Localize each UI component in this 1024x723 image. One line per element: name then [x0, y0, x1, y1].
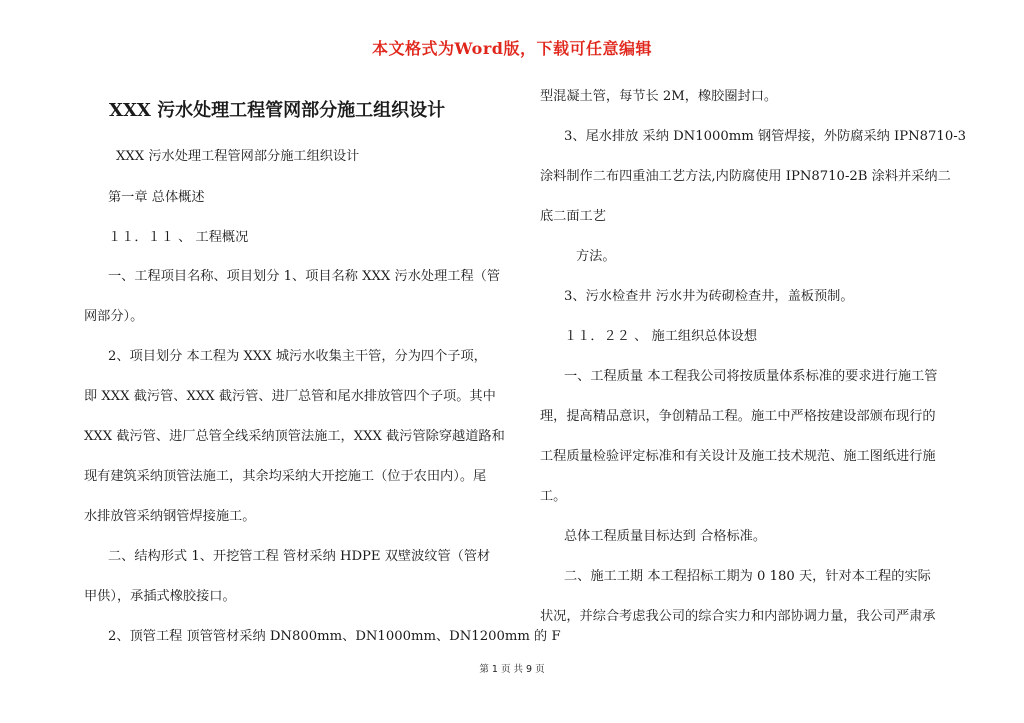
body-line: 总体工程质量目标达到 合格标准。 [564, 529, 767, 544]
body-line: 工。 [540, 489, 567, 504]
page-footer: 第 1 页 共 9 页 [479, 664, 545, 675]
body-line: XXX 截污管、进厂总管全线采纳顶管法施工，XXX 截污管除穿越道路和 [84, 429, 505, 444]
body-line: 水排放管采纳钢管焊接施工。 [84, 509, 256, 524]
body-line: 即 XXX 截污管、XXX 截污管、进厂总管和尾水排放管四个子项。其中 [84, 389, 496, 404]
section-heading: １１．２２ 、 施工组织总体设想 [564, 329, 758, 344]
body-line: 二、施工工期 本工程招标工期为 0 180 天，针对本工程的实际 [564, 569, 931, 584]
body-line: 底二面工艺 [540, 209, 606, 224]
body-line: 二、结构形式 1、开挖管工程 管材采纳 HDPE 双壁波纹管（管材 [108, 549, 491, 564]
body-line: 甲供），承插式橡胶接口。 [84, 589, 236, 604]
body-line: 型混凝土管，每节长 2M，橡胶圈封口。 [540, 89, 778, 104]
document-title: XXX 污水处理工程管网部分施工组织设计 [109, 100, 446, 121]
body-line: 一、工程项目名称、项目划分 1、项目名称 XXX 污水处理工程（管 [108, 269, 501, 284]
body-line: 2、顶管工程 顶管管材采纳 DN800mm、DN1000mm、DN1200mm 的 F [108, 629, 561, 644]
body-line: 现有建筑采纳顶管法施工，其余均采纳大开挖施工（位于农田内）。尾 [84, 469, 487, 484]
body-line: 状况，并综合考虑我公司的综合实力和内部协调力量，我公司严肃承 [540, 609, 936, 624]
body-line: 工程质量检验评定标准和有关设计及施工技术规范、施工图纸进行施 [540, 449, 936, 464]
body-line: 一、工程质量 本工程我公司将按质量体系标准的要求进行施工管 [564, 369, 938, 384]
chapter-heading: 第一章 总体概述 [108, 190, 205, 205]
body-line: 方法。 [576, 249, 616, 264]
subtitle-line: XXX 污水处理工程管网部分施工组织设计 [116, 149, 360, 164]
body-line: 2、项目划分 本工程为 XXX 城污水收集主干管，分为四个子项， [108, 349, 487, 364]
body-line: 理，提高精品意识，争创精品工程。施工中严格按建设部颁布现行的 [540, 409, 936, 424]
body-line: 3、污水检查井 污水井为砖砌检查井，盖板预制。 [564, 289, 854, 304]
body-line: 涂料制作二布四重油工艺方法,内防腐使用 IPN8710-2B 涂料并采纳二 [540, 169, 951, 184]
body-line: 网部分）。 [84, 309, 144, 324]
body-line: 3、尾水排放 采纳 DN1000mm 钢管焊接，外防腐采纳 IPN8710-3 [564, 129, 967, 144]
section-heading: １１．１１ 、 工程概况 [108, 230, 249, 245]
word-format-banner: 本文格式为Word版，下载可任意编辑 [372, 39, 652, 58]
